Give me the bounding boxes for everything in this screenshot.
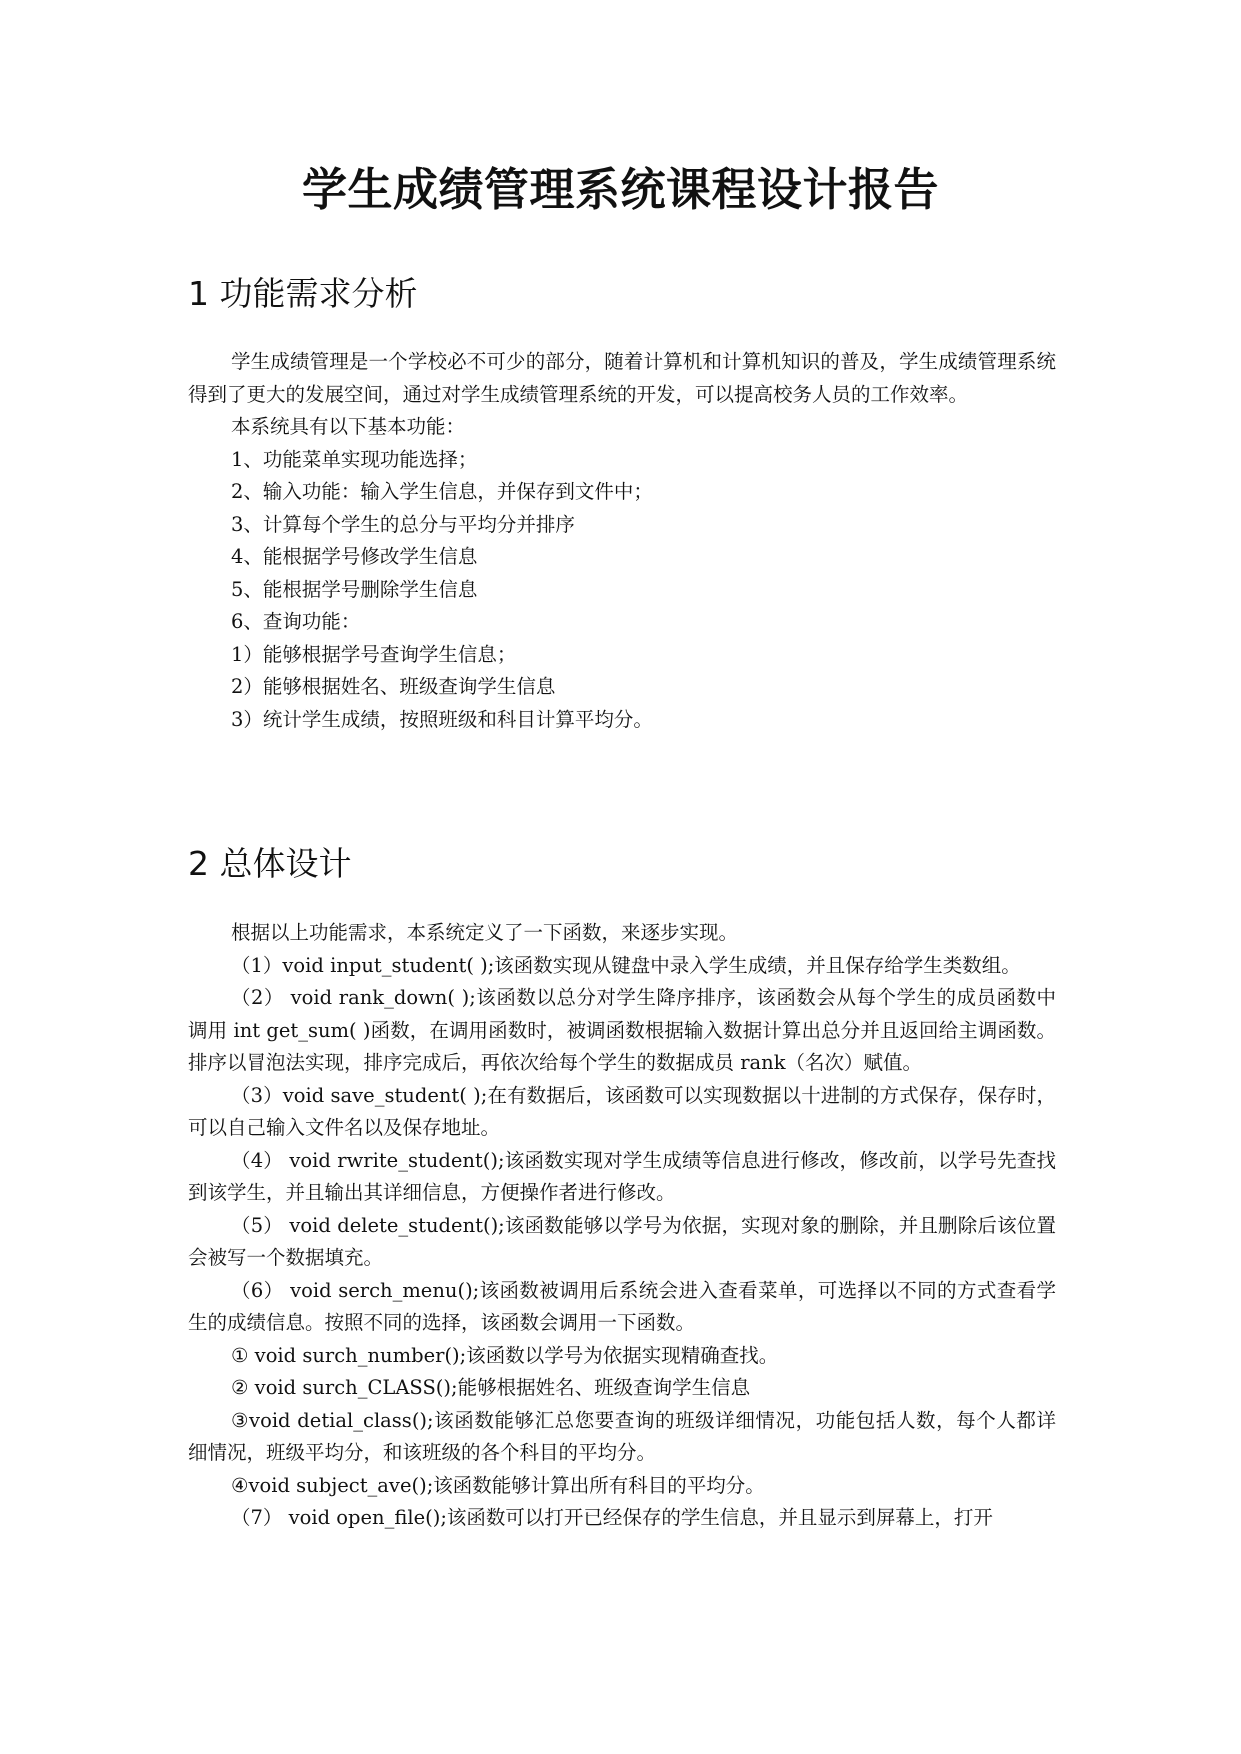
function-description: （2） void rank_down( );该函数以总分对学生降序排序，该函数会从每个学生的成员函数中调用 int get_sum( )函数，在调用函数时，被调函数根据输入数据计算出总分并且返回给主调函数。排序以冒泡法实现，排序完成后，再依次给每个学生的数据成员 rank（名次）赋值。	[188, 986, 1056, 1074]
section-1-heading: 1 功能需求分析	[188, 274, 418, 313]
section-1-intro: 学生成绩管理是一个学校必不可少的部分，随着计算机和计算机知识的普及，学生成绩管理系统得到了更大的发展空间，通过对学生成绩管理系统的开发，可以提高校务人员的工作效率。	[188, 350, 1056, 406]
sub-function-description: ① void surch_number();该函数以学号为依据实现精确查找。	[231, 1343, 779, 1367]
section-1-body	[188, 346, 1056, 736]
feature-item: 3、计算每个学生的总分与平均分并排序	[231, 512, 575, 536]
feature-item: 6、查询功能：	[231, 610, 361, 633]
sub-function-description: ③void detial_class();该函数能够汇总您要查询的班级详细情况，功能包括人数，每个人都详细情况，班级平均分，和该班级的各个科目的平均分。	[188, 1408, 1056, 1464]
query-item: 2）能够根据姓名、班级查询学生信息	[231, 675, 556, 698]
query-item: 3）统计学生成绩，按照班级和科目计算平均分。	[231, 707, 653, 731]
section-2-body	[188, 917, 1056, 1535]
feature-item: 4、能根据学号修改学生信息	[231, 545, 478, 568]
function-description: （6） void serch_menu();该函数被调用后系统会进入查看菜单，可选择以不同的方式查看学生的成绩信息。按照不同的选择，该函数会调用一下函数。	[188, 1278, 1056, 1334]
section-2-intro: 根据以上功能需求，本系统定义了一下函数，来逐步实现。	[231, 921, 739, 944]
sub-function-description: ② void surch_CLASS();能够根据姓名、班级查询学生信息	[231, 1376, 751, 1399]
function-description: （5） void delete_student();该函数能够以学号为依据，实现对象的删除，并且删除后该位置会被写一个数据填充。	[188, 1213, 1056, 1269]
function-description: （1）void input_student( );该函数实现从键盘中录入学生成绩，并且保存给学生类数组。	[231, 953, 1021, 977]
document-title: 学生成绩管理系统课程设计报告	[301, 163, 939, 216]
feature-item: 1、功能菜单实现功能选择；	[231, 447, 478, 471]
function-description: （3）void save_student( );在有数据后，该函数可以实现数据以十进制的方式保存，保存时，可以自己输入文件名以及保存地址。	[188, 1083, 1056, 1139]
function-description: （4） void rwrite_student();该函数实现对学生成绩等信息进行修改，修改前，以学号先查找到该学生，并且输出其详细信息，方便操作者进行修改。	[188, 1148, 1056, 1204]
feature-item: 2、输入功能：输入学生信息，并保存到文件中；	[231, 480, 653, 503]
section-2-heading: 2 总体设计	[188, 844, 352, 883]
sub-function-description: ④void subject_ave();该函数能够计算出所有科目的平均分。	[231, 1473, 765, 1497]
query-item: 1）能够根据学号查询学生信息；	[231, 642, 517, 666]
function-description: （7） void open_file();该函数可以打开已经保存的学生信息，并且显示到屏幕上，打开	[231, 1506, 993, 1529]
feature-item: 5、能根据学号删除学生信息	[231, 577, 478, 601]
features-lead: 本系统具有以下基本功能：	[231, 415, 466, 438]
